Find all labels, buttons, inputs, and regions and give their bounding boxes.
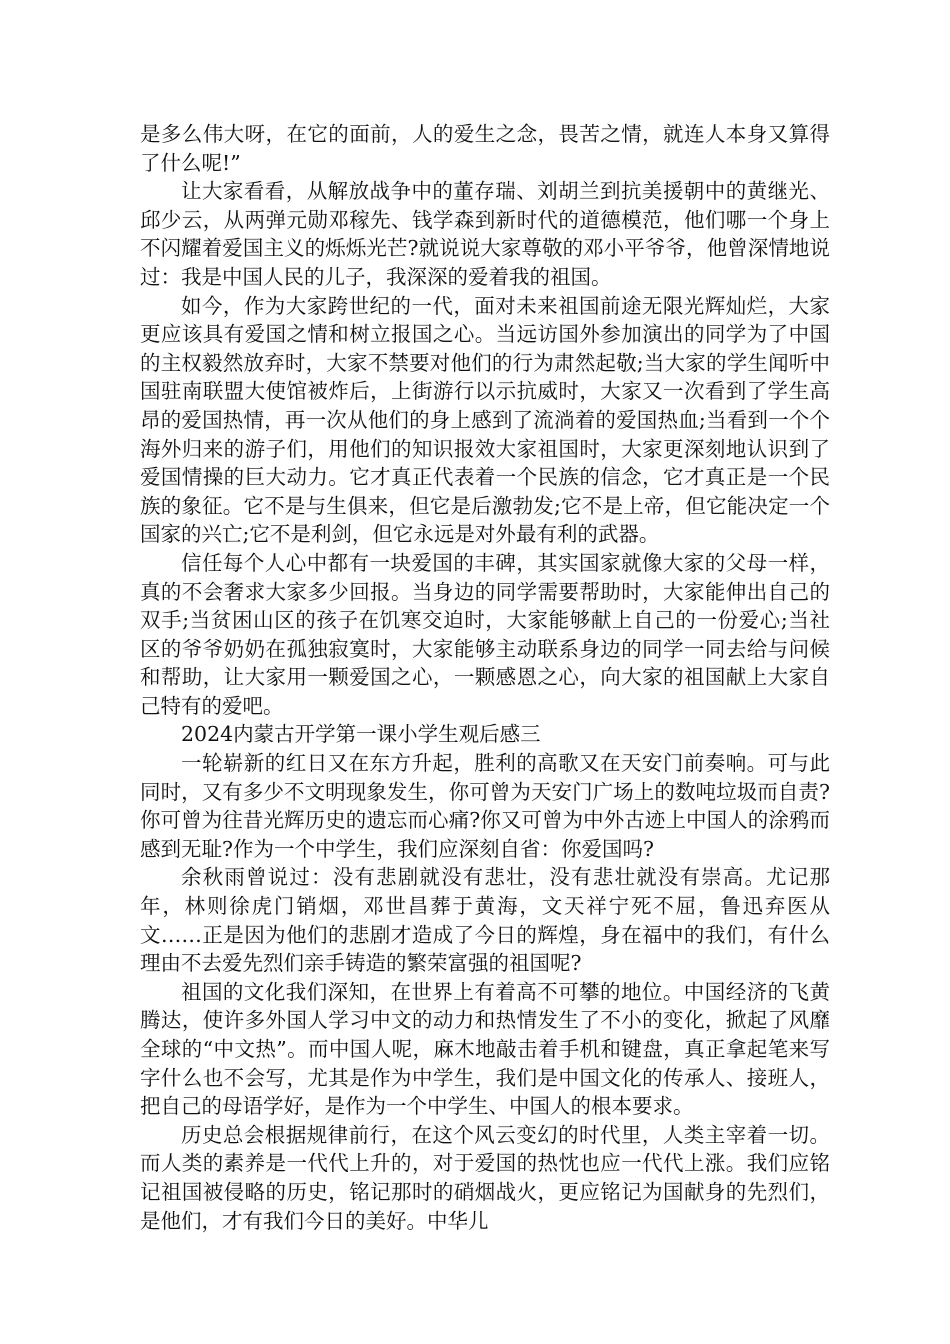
paragraph: 让大家看看，从解放战争中的董存瑞、刘胡兰到抗美援朝中的黄继光、邱少云，从两弹元勋邓稼先、钱学森到新时代的道德模范，他们哪一个身上不闪耀着爱国主义的烁烁光芒?就说说大家尊敬的邓小平爷爷，他曾深情地说过：我是中国人民的儿子，我深深的爱着我的祖国。	[140, 179, 830, 289]
paragraph: 祖国的文化我们深知，在世界上有着高不可攀的地位。中国经济的飞黄腾达，使许多外国人学习中文的动力和热情发生了不小的变化，掀起了风靡全球的“中文热”。而中国人呢，麻木地敲击着手机和键盘，真正拿起笔来写字什么也不会写，尤其是作为中学生，我们是中国文化的传承人、接班人，把自己的母语学好，是作为一个中学生、中国人的根本要求。	[140, 979, 830, 1119]
document-page	[140, 120, 830, 1235]
paragraph: 如今，作为大家跨世纪的一代，面对未来祖国前途无限光辉灿烂，大家更应该具有爱国之情和树立报国之心。当远访国外参加演出的同学为了中国的主权毅然放弃时，大家不禁要对他们的行为肃然起敬;当大家的学生闻听中国驻南联盟大使馆被炸后，上街游行以示抗威时，大家又一次看到了学生高昂的爱国热情，再一次从他们的身上感到了流淌着的爱国热血;当看到一个个海外归来的游子们，用他们的知识报效大家祖国时，大家更深刻地认识到了爱国情操的巨大动力。它才真正代表着一个民族的信念，它才真正是一个民族的象征。它不是与生俱来，但它是后激勃发;它不是上帝，但它能决定一个国家的兴亡;它不是利剑，但它永远是对外最有利的武器。	[140, 293, 830, 547]
paragraph: 余秋雨曾说过：没有悲剧就没有悲壮，没有悲壮就没有崇高。尤记那年，林则徐虎门销烟，邓世昌葬于黄海，文天祥宁死不屈，鲁迅弃医从文……正是因为他们的悲剧才造成了今日的辉煌，身在福中的我们，有什么理由不去爱先烈们亲手铸造的繁荣富强的祖国呢?	[140, 865, 830, 976]
section-heading: 2024内蒙古开学第一课小学生观后感三	[181, 722, 541, 747]
paragraph: 历史总会根据规律前行，在这个风云变幻的时代里，人类主宰着一切。而人类的素养是一代代上升的，对于爱国的热忱也应一代代上涨。我们应铭记祖国被侵略的历史，铭记那时的硝烟战火，更应铭记为国献身的先烈们，是他们，才有我们今日的美好。中华儿	[140, 1122, 830, 1233]
paragraph-continuation: 是多么伟大呀，在它的面前，人的爱生之念，畏苦之情，就连人本身又算得了什么呢!”	[140, 122, 830, 175]
paragraph: 一轮崭新的红日又在东方升起，胜利的高歌又在天安门前奏响。可与此同时，又有多少不文明现象发生，你可曾为天安门广场上的数吨垃圾而自责?你可曾为往昔光辉历史的遗忘而心痛?你又可曾为中外古迹上中国人的涂鸦而感到无耻?作为一个中学生，我们应深刻自省：你爱国吗?	[140, 751, 830, 861]
paragraph: 信任每个人心中都有一块爱国的丰碑，其实国家就像大家的父母一样，真的不会奢求大家多少回报。当身边的同学需要帮助时，大家能伸出自己的双手;当贫困山区的孩子在饥寒交迫时，大家能够献上自己的一份爱心;当社区的爷爷奶奶在孤独寂寞时，大家能够主动联系身边的同学一同去给与问候和帮助，让大家用一颗爱国之心，一颗感恩之心，向大家的祖国献上大家自己特有的爱吧。	[140, 550, 830, 718]
